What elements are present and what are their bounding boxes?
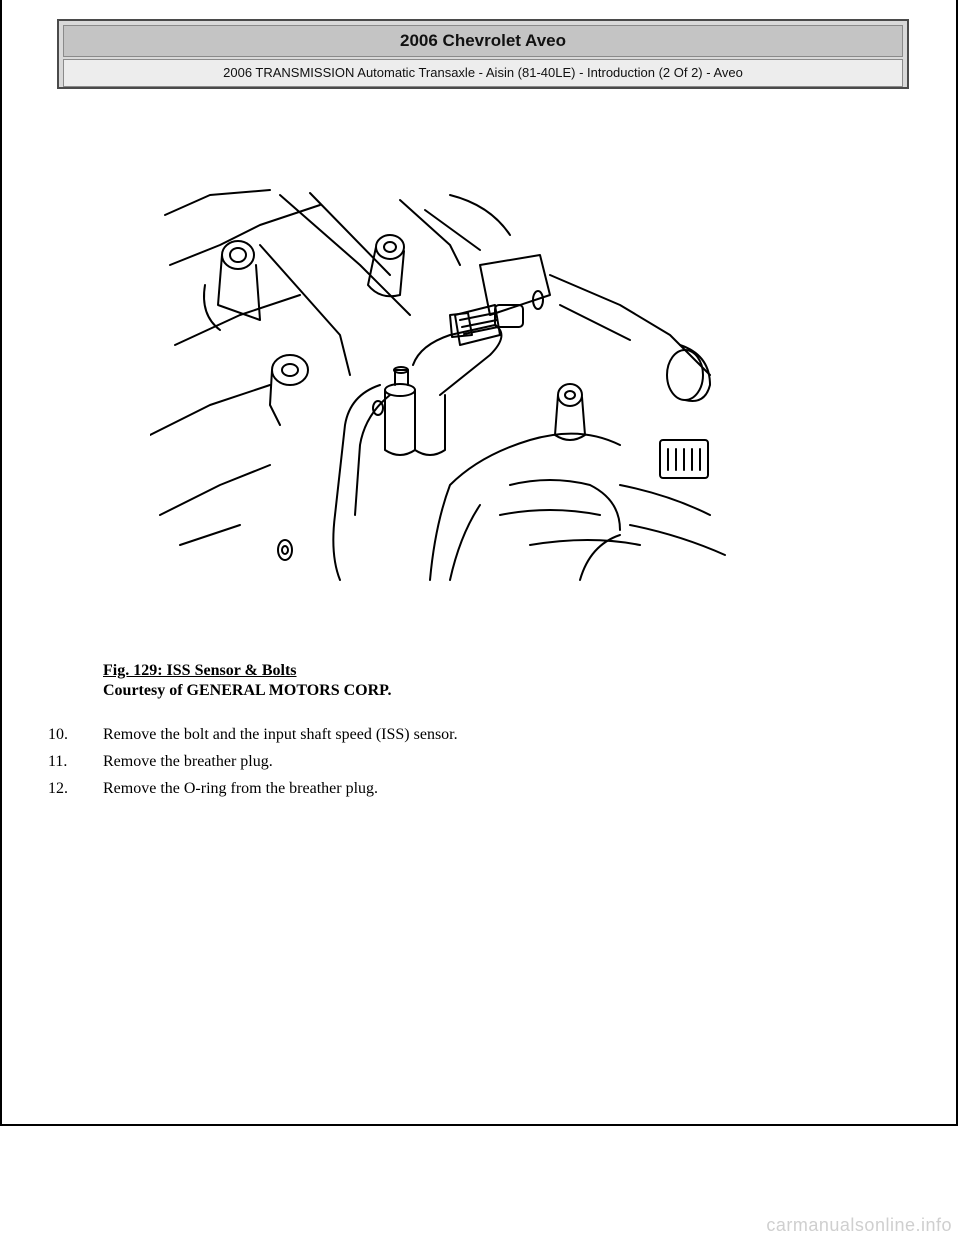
step-text: Remove the breather plug. [103,753,273,770]
document-header [57,19,909,89]
step-text: Remove the bolt and the input shaft speed (ISS) sensor. [103,726,458,743]
watermark: carmanualsonline.info [766,1215,952,1235]
step-text: Remove the O-ring from the breather plug. [103,780,379,797]
iss-sensor-illustration [150,185,730,585]
figure-caption [103,661,391,701]
document-subtitle: 2006 TRANSMISSION Automatic Transaxle - Aisin (81-40LE) - Introduction (2 Of 2) - Aveo [63,59,903,87]
figure-title: Fig. 129: ISS Sensor & Bolts [103,662,297,679]
figure-credit: Courtesy of GENERAL MOTORS CORP. [103,682,392,699]
step-number: 12. [48,780,68,797]
document-title: 2006 Chevrolet Aveo [63,25,903,57]
step-number: 10. [48,726,68,743]
step-number: 11. [48,753,68,770]
